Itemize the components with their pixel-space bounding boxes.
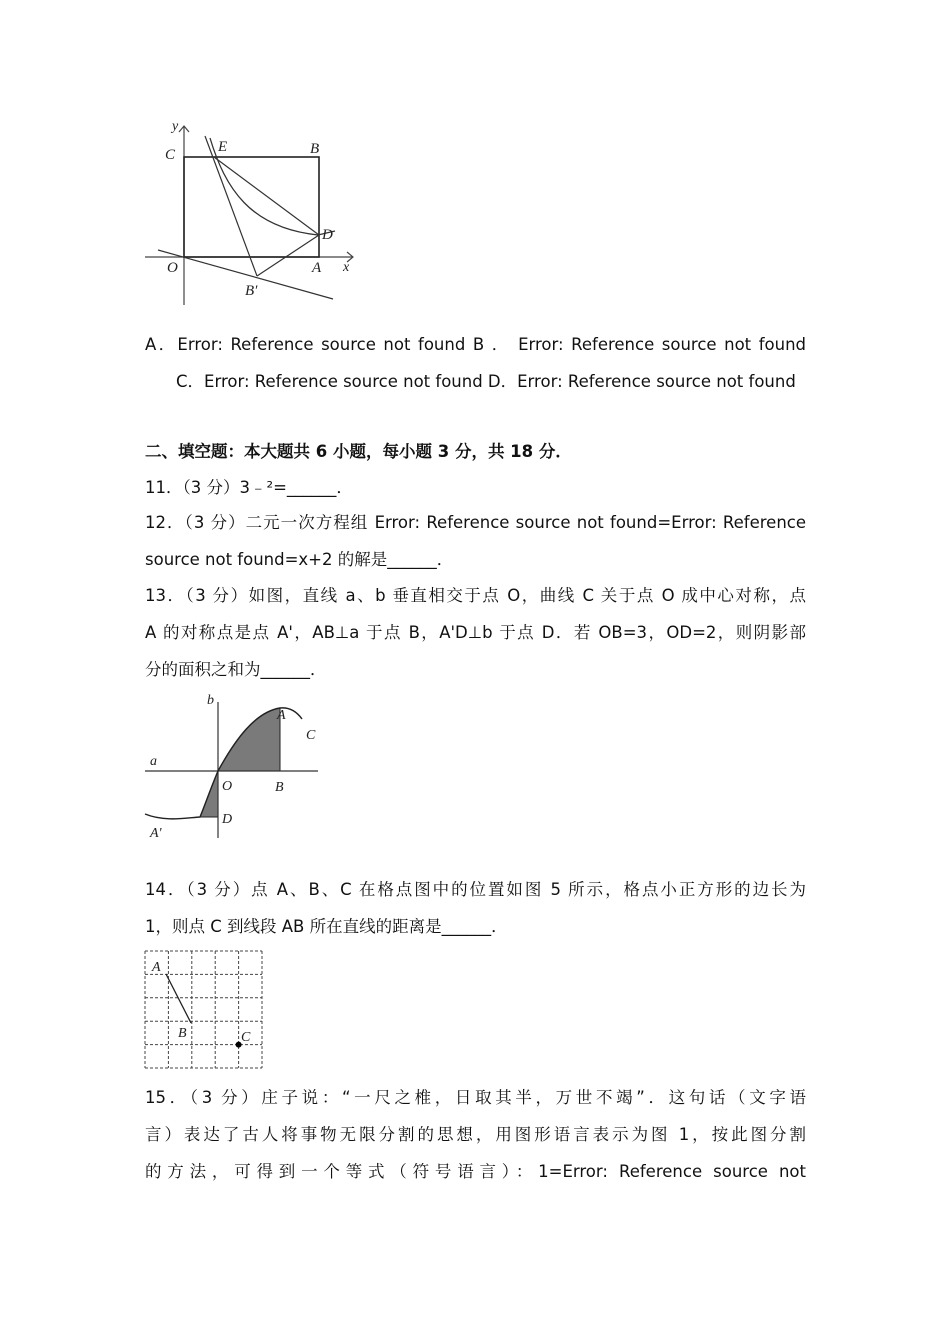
label-B-prime: B′ (245, 283, 258, 299)
label-C: C (306, 728, 316, 743)
figure-1-coordinate-diagram (140, 118, 365, 308)
label-C: C (165, 147, 176, 163)
question-15-line-3: 的方法，可得到一个等式（符号语言）：1=Error: Reference source not (145, 1162, 806, 1181)
question-12-line-1: 12．（3 分）二元一次方程组 Error: Reference source not found=Error: Reference (145, 513, 806, 532)
question-12-line-2: source not found=x+2 的解是______． (145, 550, 454, 569)
label-E: E (218, 139, 228, 155)
figure-3-lattice-grid (142, 948, 266, 1072)
question-15-line-2: 言）表达了古人将事物无限分割的思想，用图形语言表示为图 1，按此图分割 (145, 1125, 806, 1144)
label-B: B (178, 1026, 187, 1041)
rectangle-OABC (184, 157, 319, 257)
label-A: A (277, 708, 286, 723)
figure-2-symmetric-curve (140, 690, 325, 845)
section-heading: 二、填空题：本大题共 6 小题，每小题 3 分，共 18 分． (145, 442, 572, 461)
label-b: b (207, 693, 214, 708)
question-14-line-1: 14．（3 分）点 A、B、C 在格点图中的位置如图 5 所示，格点小正方形的边长为 (145, 880, 806, 899)
label-D: D (322, 227, 333, 243)
label-B: B (275, 780, 284, 795)
label-O: O (167, 260, 178, 276)
label-B: B (310, 141, 320, 157)
question-15-line-1: 15．（3 分）庄子说：“一尺之椎，日取其半，万世不竭”．这句话（文字语 (145, 1088, 806, 1107)
label-y: y (172, 119, 179, 134)
question-11: 11．（3 分）3﹣²=______． (145, 478, 353, 497)
question-13-line-1: 13．（3 分）如图，直线 a、b 垂直相交于点 O，曲线 C 关于点 O 成中心对称，点 (145, 586, 806, 605)
grid-lines (145, 951, 262, 1068)
label-D: D (222, 812, 233, 827)
label-A-prime: A' (150, 826, 162, 841)
question-13-line-2: A 的对称点是点 A'，AB⊥a 于点 B，A'D⊥b 于点 D．若 OB=3，OD=2，则阴影部 (145, 623, 806, 642)
line-DBp (257, 235, 319, 276)
segment-AB (166, 974, 191, 1023)
options-line-1: A．Error: Reference source not found B ． Error: Reference source not found (145, 335, 806, 354)
question-13-line-3: 分的面积之和为______． (145, 660, 327, 679)
line-ED (214, 157, 319, 235)
options-line-2: C．Error: Reference source not found D．Error: Reference source not found (176, 372, 796, 391)
question-14-line-2: 1，则点 C 到线段 AB 所在直线的距离是______． (145, 917, 508, 936)
label-x: x (343, 260, 350, 275)
label-O: O (222, 779, 233, 794)
shaded-region-right (218, 708, 280, 771)
label-A: A (312, 260, 322, 276)
label-a: a (150, 754, 157, 769)
label-A: A (152, 960, 161, 975)
label-C: C (241, 1030, 251, 1045)
